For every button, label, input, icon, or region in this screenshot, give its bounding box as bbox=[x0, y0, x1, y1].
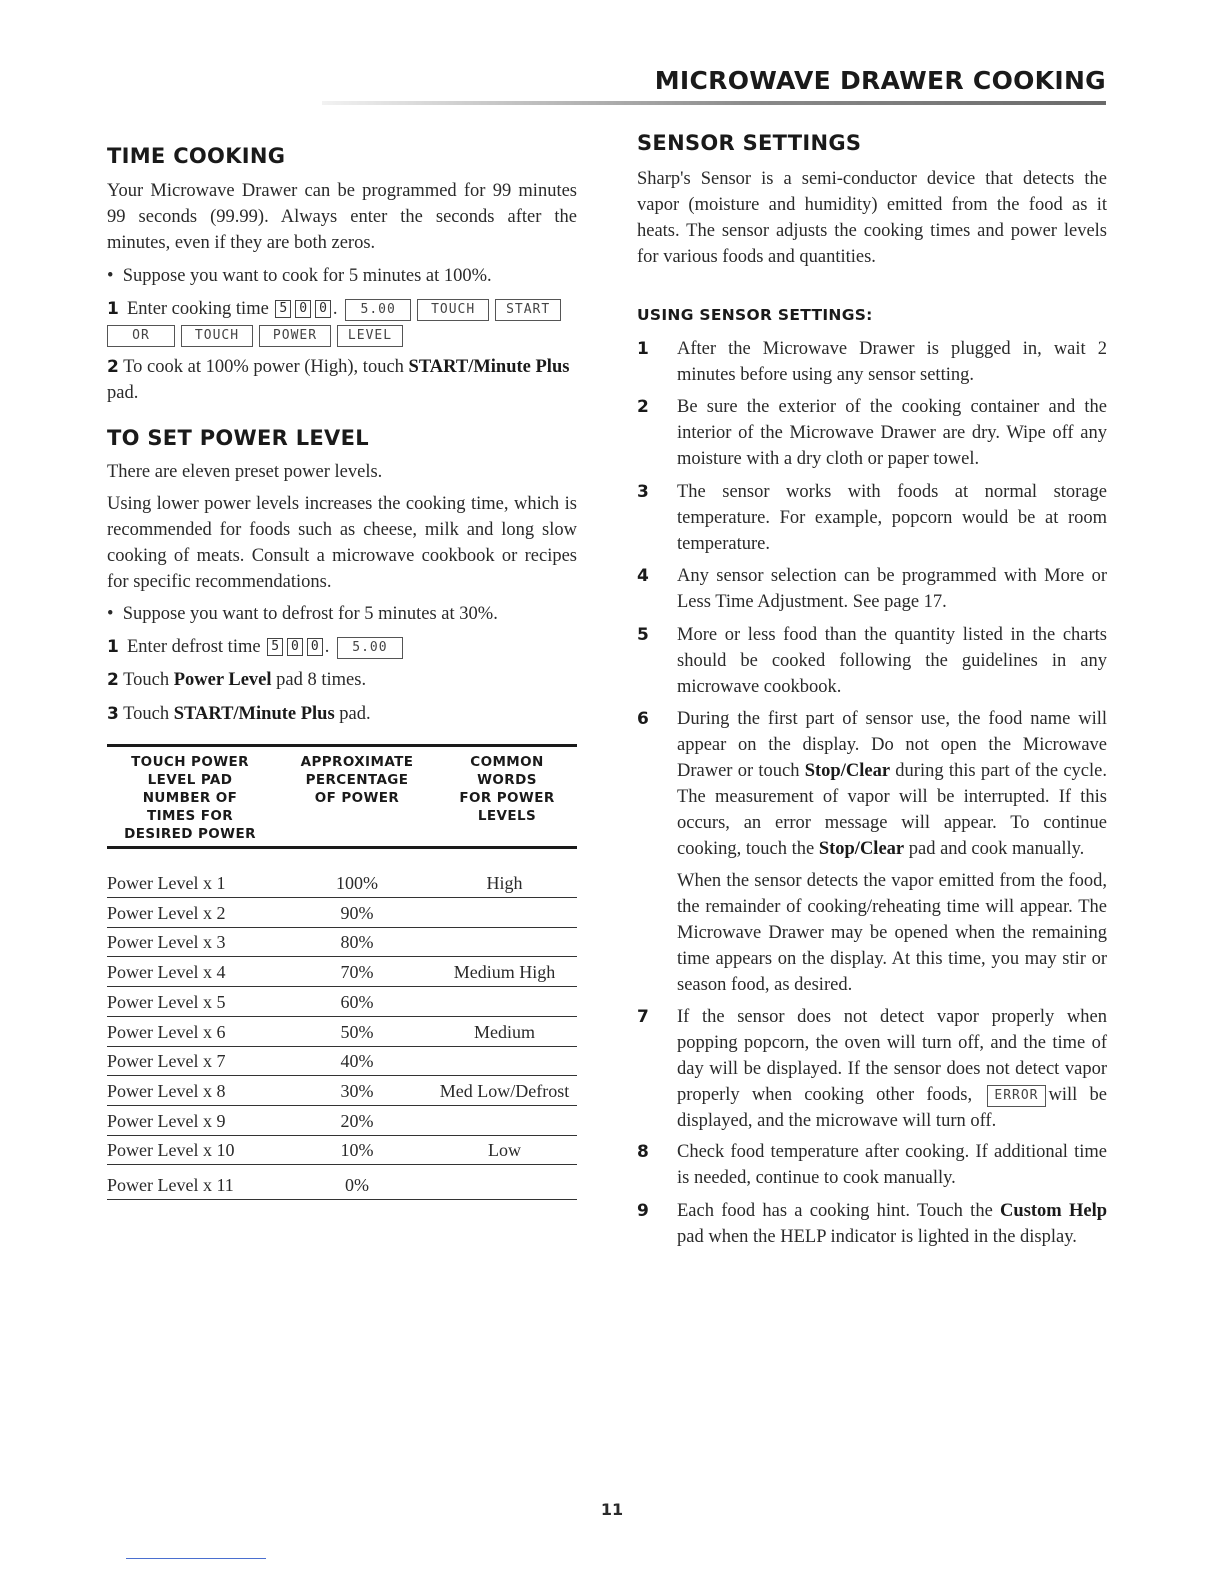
power-level-step-3: 3 Touch START/Minute Plus pad. bbox=[107, 704, 371, 724]
display-readout: 5.00 bbox=[337, 637, 403, 659]
table-row bbox=[107, 1106, 577, 1136]
table-cell-level: Power Level x 2 bbox=[107, 902, 226, 923]
table-cell-words: Low bbox=[488, 1140, 521, 1161]
sensor-step-6-followup: When the sensor detects the vapor emitted from the food, the remainder of cooking/reheating time will appear. The Microwave Drawer may be opened when the remaining time appears on the display. At this time, you may stir or season food, as desired. bbox=[677, 871, 1107, 995]
table-cell-percent: 10% bbox=[340, 1140, 374, 1161]
table-cell-level: Power Level x 5 bbox=[107, 991, 226, 1012]
table-row bbox=[107, 1135, 577, 1165]
page-number: 11 bbox=[600, 1500, 624, 1519]
table-cell-percent: 0% bbox=[345, 1175, 369, 1195]
table-cell-percent: 60% bbox=[340, 991, 374, 1012]
time-cooking-intro: Your Microwave Drawer can be programmed for 99 minutes 99 seconds (99.99). Always enter the seconds after the minutes, even if they are both zeros. bbox=[107, 181, 577, 253]
table-cell-percent: 100% bbox=[336, 873, 378, 893]
step-number: 1 bbox=[107, 299, 119, 319]
display-readout: TOUCH bbox=[417, 299, 489, 321]
sensor-step-4: 4 Any sensor selection can be programmed with More or Less Time Adjustment. See page 17. bbox=[637, 566, 1107, 612]
sensor-step-3: 3 The sensor works with foods at normal storage temperature. For example, popcorn would be at room temperature. bbox=[637, 482, 1107, 554]
table-row bbox=[107, 1046, 577, 1076]
number-key-5: 5 bbox=[275, 300, 291, 318]
time-cooking-heading: TIME COOKING bbox=[107, 144, 286, 168]
step-text: Enter cooking time bbox=[127, 299, 269, 319]
display-readout: OR bbox=[107, 325, 175, 347]
footer-line bbox=[126, 1558, 266, 1559]
table-cell-level: Power Level x 7 bbox=[107, 1051, 226, 1072]
table-cell-level: Power Level x 11 bbox=[107, 1175, 234, 1195]
table-row bbox=[107, 987, 577, 1017]
table-cell-percent: 50% bbox=[340, 1021, 374, 1042]
number-key-0: 0 bbox=[295, 300, 311, 318]
sensor-settings-heading: SENSOR SETTINGS bbox=[637, 131, 862, 155]
table-cell-percent: 40% bbox=[340, 1051, 374, 1072]
table-header-rule bbox=[107, 846, 577, 849]
power-level-step-1: 1 Enter defrost time 5 0 0 . 5.00 bbox=[107, 634, 577, 660]
table-row bbox=[107, 868, 577, 898]
time-cooking-step-1: 1 Enter cooking time 5 0 0 . 5.00 TOUCH START OR TOUCH POWER LEVEL bbox=[107, 296, 582, 348]
display-readout: LEVEL bbox=[337, 325, 403, 347]
sensor-step-2: 2 Be sure the exterior of the cooking container and the interior of the Microwave Drawer are dry. Wipe off any moisture with a dry cloth or paper towel. bbox=[637, 397, 1107, 469]
table-cell-percent: 20% bbox=[340, 1110, 374, 1131]
display-readout: 5.00 bbox=[345, 299, 411, 321]
table-row bbox=[107, 1170, 577, 1200]
time-cooking-step-2: 2 To cook at 100% power (High), touch START/Minute Plus pad. bbox=[107, 357, 570, 403]
header-rule bbox=[322, 101, 1106, 105]
table-cell-level: Power Level x 8 bbox=[107, 1080, 226, 1101]
table-cell-percent: 70% bbox=[340, 962, 374, 983]
sensor-step-1: 1 After the Microwave Drawer is plugged in, wait 2 minutes before using any sensor setting. bbox=[637, 339, 1107, 385]
time-cooking-bullet: • Suppose you want to cook for 5 minutes at 100%. bbox=[107, 266, 492, 286]
number-key-0: 0 bbox=[287, 638, 303, 656]
table-cell-words: High bbox=[486, 873, 523, 893]
table-cell-percent: 30% bbox=[340, 1080, 374, 1101]
sensor-step-6: 6 During the first part of sensor use, the food name will appear on the display. Do not open the Microwave Drawer or touch Stop/Clear during this part of the cycle. The measurement of vapor will be interrupted. If this occurs, an error message will appear. To continue cooking, touch the Stop/Clear pad and cook manually. bbox=[637, 709, 1107, 859]
table-cell-level: Power Level x 3 bbox=[107, 932, 226, 953]
table-cell-words: Medium High bbox=[453, 962, 556, 983]
table-header-col-2: APPROXIMATE PERCENTAGE OF POWER bbox=[300, 754, 414, 806]
table-row bbox=[107, 1017, 577, 1047]
step-text: Enter defrost time bbox=[127, 637, 261, 657]
display-readout: POWER bbox=[259, 325, 331, 347]
table-cell-words: Med Low/Defrost bbox=[439, 1080, 570, 1101]
display-readout: TOUCH bbox=[181, 325, 253, 347]
table-row bbox=[107, 1076, 577, 1106]
sensor-step-5: 5 More or less food than the quantity listed in the charts should be cooked following the guidelines in any microwave cookbook. bbox=[637, 625, 1107, 697]
sensor-step-9: 9 Each food has a cooking hint. Touch the Custom Help pad when the HELP indicator is lighted in the display. bbox=[637, 1201, 1108, 1247]
using-sensor-settings-heading: USING SENSOR SETTINGS: bbox=[637, 306, 873, 324]
sensor-step-8: 8 Check food temperature after cooking. If additional time is needed, continue to cook manually. bbox=[637, 1142, 1107, 1188]
table-top-rule bbox=[107, 744, 577, 747]
sensor-step-7: 7 If the sensor does not detect vapor properly when popping popcorn, the oven will turn off, and the time of day will be displayed. If the sensor does not detect vapor properly when cooking other foods, ERROR will be displayed, and the microwave will turn off. bbox=[637, 1007, 1108, 1131]
table-row bbox=[107, 957, 577, 987]
number-key-0: 0 bbox=[315, 300, 331, 318]
number-key-0: 0 bbox=[307, 638, 323, 656]
error-display-readout: ERROR bbox=[987, 1085, 1045, 1107]
power-level-intro: There are eleven preset power levels. bbox=[107, 462, 383, 482]
table-header-col-1: TOUCH POWER LEVEL PAD NUMBER OF TIMES FOR DESIRED POWER bbox=[124, 754, 256, 842]
power-level-bullet: • Suppose you want to defrost for 5 minutes at 30%. bbox=[107, 604, 498, 624]
step-number: 1 bbox=[107, 637, 119, 657]
power-level-step-2: 2 Touch Power Level pad 8 times. bbox=[107, 670, 367, 690]
table-cell-level: Power Level x 9 bbox=[107, 1110, 226, 1131]
table-cell-percent: 90% bbox=[340, 902, 374, 923]
table-header-col-3: COMMON WORDS FOR POWER LEVELS bbox=[459, 754, 555, 824]
page-header-title: MICROWAVE DRAWER COOKING bbox=[654, 66, 1106, 95]
power-level-description: Using lower power levels increases the cooking time, which is recommended for foods such as cheese, milk and long slow cooking of meats. Consult a microwave cookbook or recipes for specific recommendations. bbox=[107, 494, 577, 592]
number-key-5: 5 bbox=[267, 638, 283, 656]
table-cell-level: Power Level x 4 bbox=[107, 962, 226, 983]
table-cell-percent: 80% bbox=[340, 932, 374, 953]
table-row bbox=[107, 927, 577, 957]
display-readout: START bbox=[495, 299, 561, 321]
table-row bbox=[107, 898, 577, 928]
table-cell-level: Power Level x 6 bbox=[107, 1021, 226, 1042]
table-cell-level: Power Level x 1 bbox=[107, 873, 226, 893]
table-cell-words: Medium bbox=[474, 1021, 535, 1042]
power-level-heading: TO SET POWER LEVEL bbox=[107, 426, 369, 450]
table-cell-level: Power Level x 10 bbox=[107, 1140, 235, 1161]
sensor-intro: Sharp's Sensor is a semi-conductor device that detects the vapor (moisture and humidity) emitted from the food as it heats. The sensor adjusts the cooking times and power levels for various foods and quantities. bbox=[637, 169, 1107, 267]
